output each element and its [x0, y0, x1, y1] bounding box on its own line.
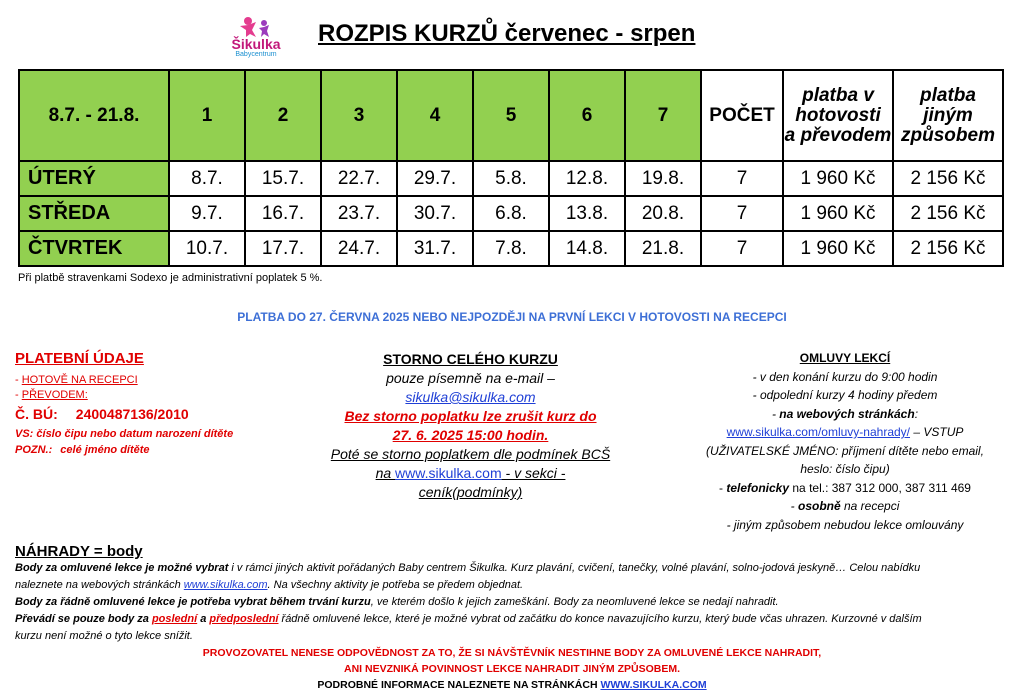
price-other-cell: 2 156 Kč: [893, 161, 1003, 196]
date-cell: 17.7.: [245, 231, 321, 266]
nahrady-p3-bold: Převádí se pouze body za: [15, 613, 152, 625]
page-title: ROZPIS KURZŮ červenec - srpen: [318, 20, 696, 47]
day-cell: ÚTERÝ: [19, 161, 169, 196]
omluvy-dash: -: [771, 406, 780, 421]
date-cell: 16.7.: [245, 196, 321, 231]
date-cell: 13.8.: [549, 196, 625, 231]
count-cell: 7: [701, 161, 783, 196]
omluvy-section: [680, 349, 1010, 534]
omluvy-web-label: na webových stránkách: [779, 406, 915, 421]
nahrady-p1-text: i v rámci jiných aktivit pořádaných Baby centrem Šikulka. Kurz plavání, cvičení, tanečky, volné plavání, solno-jodová jeskyně… Celou nabídku: [228, 562, 921, 574]
cash-line: [15, 374, 138, 386]
footer-web-link[interactable]: WWW.SIKULKA.COM: [600, 679, 707, 691]
omluvy-person-text: na recepci: [840, 499, 900, 513]
price-cash-cell: 1 960 Kč: [783, 161, 893, 196]
omluvy-link-line: [680, 423, 1010, 442]
footer-disclaimer-2: ANI NEVZNIKÁ POVINNOST LEKCE NAHRADIT JINÝM ZPŮSOBEM.: [343, 663, 681, 675]
nahrady-p3: [15, 611, 1015, 628]
nahrady-p2-bold: Body za řádně omluvené lekce je potřeba vybrat během trvání kurzu: [15, 596, 371, 608]
lesson-header: 6: [549, 70, 625, 161]
nahrady-and: a: [197, 613, 210, 625]
table-row: [19, 196, 1003, 231]
pay-cash-header-line: a převodem: [784, 124, 892, 146]
storno-web-link[interactable]: www.sikulka.com: [395, 465, 502, 481]
date-cell: 5.8.: [473, 161, 549, 196]
omluvy-link[interactable]: www.sikulka.com/omluvy-nahrady/: [726, 425, 911, 439]
date-cell: 14.8.: [549, 231, 625, 266]
storno-web-suffix: - v sekci -: [501, 465, 566, 481]
nahrady-text: [15, 560, 1015, 645]
price-cash-cell: 1 960 Kč: [783, 196, 893, 231]
count-cell: 7: [701, 231, 783, 266]
period-cell: 8.7. - 21.8.: [19, 70, 169, 161]
vs-line: VS: číslo čipu nebo datum narození dítěte: [15, 428, 234, 440]
date-cell: 8.7.: [169, 161, 245, 196]
omluvy-line: - odpolední kurzy 4 hodiny předem: [752, 388, 938, 402]
nahrady-p1: [15, 560, 1015, 577]
pay-cash-header-line: hotovosti: [795, 104, 881, 126]
lesson-header: 4: [397, 70, 473, 161]
date-cell: 31.7.: [397, 231, 473, 266]
transfer-label: PŘEVODEM:: [21, 389, 88, 401]
account-number: 2400487136/2010: [75, 406, 189, 422]
date-cell: 7.8.: [473, 231, 549, 266]
omluvy-line: (UŽIVATELSKÉ JMÉNO: příjmení dítěte nebo email,: [706, 443, 984, 458]
nahrady-p3-cont: kurzu není možné o tyto lekce snížit.: [15, 630, 193, 642]
day-cell: STŘEDA: [19, 196, 169, 231]
nahrady-last: poslední: [151, 613, 198, 625]
date-cell: 12.8.: [549, 161, 625, 196]
date-cell: 22.7.: [321, 161, 397, 196]
date-cell: 24.7.: [321, 231, 397, 266]
date-cell: 20.8.: [625, 196, 701, 231]
lesson-header: 1: [169, 70, 245, 161]
price-other-cell: 2 156 Kč: [893, 196, 1003, 231]
date-cell: 29.7.: [397, 161, 473, 196]
omluvy-phone-label: telefonicky: [726, 480, 790, 495]
day-cell: ČTVRTEK: [19, 231, 169, 266]
omluvy-person-label: osobně: [797, 499, 841, 513]
date-cell: 15.7.: [245, 161, 321, 196]
lesson-header: 7: [625, 70, 701, 161]
nahrady-p1-end: . Na všechny aktivity je potřeba se předem objednat.: [267, 579, 524, 591]
omluvy-line: - v den konání kurzu do 9:00 hodin: [752, 369, 938, 384]
count-header: POČET: [701, 70, 783, 161]
footer-info-text: PODROBNÉ INFORMACE NALEZNETE NA STRÁNKÁCH: [317, 679, 601, 691]
omluvy-line: - jiným způsobem nebudou lekce omlouvány: [726, 517, 964, 532]
nahrady-second-last: předposlední: [209, 613, 279, 625]
pozn-line: [15, 444, 150, 456]
account-label: Č. BÚ:: [15, 406, 58, 422]
nahrady-p2-text: , ve kterém došlo k jejich zameškání. Body za neomluvené lekce se nedají nahradit.: [370, 596, 779, 608]
table-header-row: [19, 70, 1003, 161]
storno-fee-line: Poté se storno poplatkem dle podmínek BCŠ: [330, 446, 611, 462]
pay-cash-header-line: platba v: [802, 84, 874, 106]
nahrady-title: NÁHRADY = body: [15, 543, 143, 560]
lesson-header: 3: [321, 70, 397, 161]
cash-prefix: -: [15, 374, 22, 386]
date-cell: 9.7.: [169, 196, 245, 231]
date-cell: 21.8.: [625, 231, 701, 266]
storno-pricelist: ceník(podmínky): [418, 484, 523, 500]
table-row: [19, 161, 1003, 196]
omluvy-dash: -: [719, 480, 727, 495]
pozn-label: POZN.:: [15, 444, 53, 456]
pay-other-header-line: platba jiným: [920, 84, 976, 126]
date-cell: 6.8.: [473, 196, 549, 231]
footer-disclaimer-1: PROVOZOVATEL NENESE ODPOVĚDNOST ZA TO, ŽE SI NÁVŠTĚVNÍK NESTIHNE BODY ZA OMLUVENÉ LEKCE NAHRADIT,: [202, 647, 822, 659]
price-other-cell: 2 156 Kč: [893, 231, 1003, 266]
cash-label: HOTOVĚ NA RECEPCI: [21, 374, 138, 386]
lesson-header: 5: [473, 70, 549, 161]
logo-subtitle: Babycentrum: [235, 51, 277, 58]
nahrady-p1-web-text: naleznete na webových stránkách: [15, 579, 184, 591]
storno-deadline: 27. 6. 2025 15:00 hodin.: [392, 427, 549, 443]
storno-line: pouze písemně na e-mail –: [386, 370, 555, 386]
pay-other-header-line: způsobem: [901, 124, 995, 146]
price-cash-cell: 1 960 Kč: [783, 231, 893, 266]
omluvy-line: heslo: číslo čipu): [800, 462, 890, 476]
sikulka-logo: [226, 16, 286, 62]
date-cell: 19.8.: [625, 161, 701, 196]
omluvy-person-line: [680, 497, 1010, 516]
pozn-text: celé jméno dítěte: [60, 444, 150, 456]
footer-info: [0, 677, 1024, 693]
storno-title: STORNO CELÉHO KURZU: [383, 351, 558, 367]
omluvy-phone-line: [680, 479, 1010, 498]
pay-cash-header: [783, 70, 893, 161]
transfer-prefix: -: [15, 389, 22, 401]
logo-name: Šikulka: [231, 36, 281, 52]
omluvy-phone-numbers: na tel.: 387 312 000, 387 311 469: [789, 480, 971, 495]
logo-figures-icon: [226, 16, 286, 38]
storno-email-link[interactable]: sikulka@sikulka.com: [405, 389, 536, 405]
table-row: [19, 231, 1003, 266]
omluvy-colon: :: [914, 406, 919, 421]
date-cell: 23.7.: [321, 196, 397, 231]
payment-title: PLATEBNÍ ÚDAJE: [15, 350, 144, 367]
omluvy-title: OMLUVY LEKCÍ: [799, 351, 891, 365]
date-cell: 30.7.: [397, 196, 473, 231]
lesson-header: 2: [245, 70, 321, 161]
omluvy-dash: -: [790, 499, 798, 513]
pay-other-header: [893, 70, 1003, 161]
payment-deadline-banner: PLATBA DO 27. ČERVNA 2025 NEBO NEJPOZDĚJI NA PRVNÍ LEKCI V HOTOVOSTI NA RECEPCI: [237, 310, 787, 324]
nahrady-p2: [15, 594, 1015, 611]
count-cell: 7: [701, 196, 783, 231]
account-line: [15, 406, 189, 422]
nahrady-p3-text: řádně omluvené lekce, které je možné vybrat od začátku do konce navazujícího kurzu, který bude včas uhrazen. Kurzovné v dalším: [278, 613, 922, 625]
storno-web-line: [318, 464, 623, 483]
nahrady-web-link[interactable]: www.sikulka.com: [183, 579, 268, 591]
nahrady-p1-bold: Body za omluvené lekce je možné vybrat: [15, 562, 229, 574]
nahrady-p1-cont: [15, 577, 1015, 594]
sodexo-note: Při platbě stravenkami Sodexo je administrativní poplatek 5 %.: [18, 272, 323, 284]
storno-web-prefix: na: [375, 465, 396, 481]
omluvy-enter: – VSTUP: [910, 425, 964, 439]
schedule-table: [18, 69, 1004, 267]
omluvy-web-line: [680, 405, 1010, 424]
storno-section: [318, 350, 623, 502]
storno-free-line: Bez storno poplatku lze zrušit kurz do: [344, 408, 597, 424]
transfer-line: [15, 389, 88, 401]
date-cell: 10.7.: [169, 231, 245, 266]
